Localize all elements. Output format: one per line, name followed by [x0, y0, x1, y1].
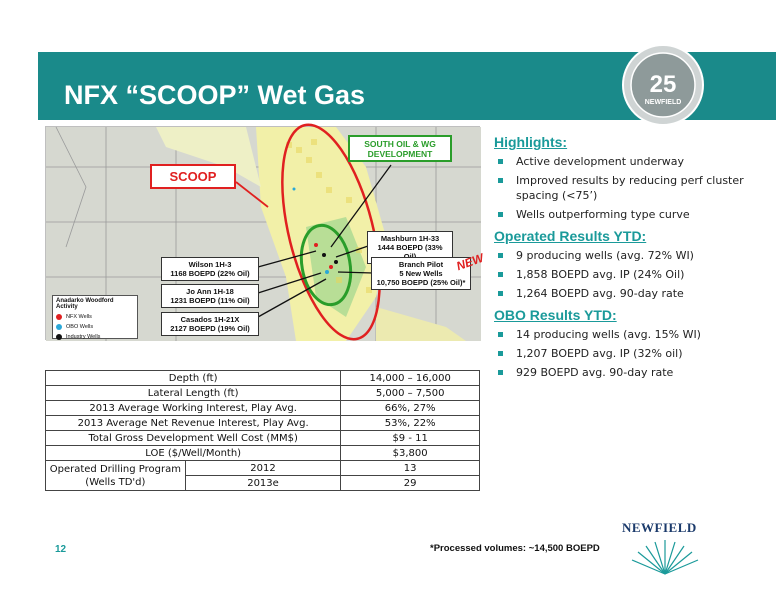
obo-heading: OBO Results YTD: [494, 307, 617, 323]
operated-item: 1,858 BOEPD avg. IP (24% Oil) [494, 267, 774, 282]
table-row [46, 386, 480, 401]
map-legend [52, 295, 138, 339]
row-value: $9 - 11 [341, 431, 480, 446]
row-value: 14,000 – 16,000 [341, 371, 480, 386]
new-label: NEW [454, 250, 486, 274]
operated-list [494, 248, 774, 301]
well-callout-joann [161, 284, 259, 308]
blue-dot-icon [56, 324, 62, 330]
well-detail: 1168 BOEPD (22% Oil) [170, 269, 250, 278]
legend-label: Industry Wells [66, 334, 101, 340]
highlights-heading: Highlights: [494, 134, 568, 150]
well-name: Wilson 1H-3 [188, 260, 232, 269]
well-name: Branch Pilot [398, 260, 444, 269]
table-row [46, 371, 480, 386]
obo-item: 929 BOEPD avg. 90-day rate [494, 365, 774, 380]
table-row [46, 446, 480, 461]
well-detail: 1444 BOEPD (33% [377, 243, 443, 252]
logo-fan-icon [622, 536, 708, 576]
legend-label: OBO Wells [66, 324, 94, 330]
badge-number: 25 [649, 71, 677, 98]
legend-title: Anadarko Woodford Activity [56, 298, 114, 310]
well-economics-table [45, 370, 480, 491]
table-row [46, 431, 480, 446]
row-label: 2013 Average Net Revenue Interest, Play Avg. [46, 416, 341, 431]
anniversary-badge [620, 42, 706, 128]
program-label-line2: (Wells TD'd) [85, 476, 146, 488]
well-detail: 1231 BOEPD (11% Oil) [170, 296, 250, 305]
program-year: 2012 [185, 461, 341, 476]
program-year: 2013e [185, 476, 341, 491]
program-value: 13 [341, 461, 480, 476]
highlight-item: Active development underway [494, 154, 774, 169]
scoop-label: SCOOP [150, 164, 236, 189]
highlight-item: Wells outperforming type curve [494, 207, 774, 222]
well-detail: 2127 BOEPD (19% Oil) [170, 324, 250, 333]
well-detail-2: 10,750 BOEPD (25% Oil)* [376, 278, 466, 287]
legend-item-nfx [56, 312, 134, 322]
operated-item: 9 producing wells (avg. 72% WI) [494, 248, 774, 263]
well-name: Casados 1H-21X [180, 315, 240, 324]
table-row [46, 401, 480, 416]
well-name: Jo Ann 1H-18 [186, 287, 234, 296]
program-value: 29 [341, 476, 480, 491]
highlight-item: Improved results by reducing perf cluster spacing (<75’) [494, 173, 774, 203]
row-value: 5,000 – 7,500 [341, 386, 480, 401]
legend-item-obo [56, 322, 134, 332]
highlights-panel [494, 134, 774, 386]
red-dot-icon [56, 314, 62, 320]
table-row [46, 416, 480, 431]
row-label: LOE ($/Well/Month) [46, 446, 341, 461]
obo-list [494, 327, 774, 380]
badge-text: NEWFIELD [644, 99, 682, 106]
program-label [46, 461, 186, 491]
row-value: 53%, 22% [341, 416, 480, 431]
scoop-map [45, 126, 486, 340]
well-detail: 5 New Wells [399, 269, 443, 278]
logo-text: NEWFIELD [622, 520, 697, 535]
row-label: 2013 Average Working Interest, Play Avg. [46, 401, 341, 416]
slide-title: NFX “SCOOP” Wet Gas [64, 80, 366, 110]
well-callout-wilson [161, 257, 259, 281]
black-dot-icon [56, 334, 62, 340]
newfield-logo [622, 520, 708, 581]
obo-item: 14 producing wells (avg. 15% WI) [494, 327, 774, 342]
legend-label: NFX Wells [66, 314, 92, 320]
well-callout-casados [161, 312, 259, 336]
operated-heading: Operated Results YTD: [494, 228, 647, 244]
row-label: Lateral Length (ft) [46, 386, 341, 401]
legend-item-industry [56, 332, 134, 342]
highlights-list [494, 154, 774, 222]
row-label: Depth (ft) [46, 371, 341, 386]
row-label: Total Gross Development Well Cost (MM$) [46, 431, 341, 446]
table-row [46, 461, 480, 476]
page-number: 12 [55, 544, 67, 555]
well-name: Mashburn 1H-33 [380, 234, 440, 243]
row-value: $3,800 [341, 446, 480, 461]
footnote: *Processed volumes: ~14,500 BOEPD [430, 543, 600, 554]
south-dev-label: SOUTH OIL & WG DEVELOPMENT [348, 135, 452, 162]
operated-item: 1,264 BOEPD avg. 90-day rate [494, 286, 774, 301]
obo-item: 1,207 BOEPD avg. IP (32% oil) [494, 346, 774, 361]
program-label-line1: Operated Drilling Program [49, 463, 181, 475]
row-value: 66%, 27% [341, 401, 480, 416]
